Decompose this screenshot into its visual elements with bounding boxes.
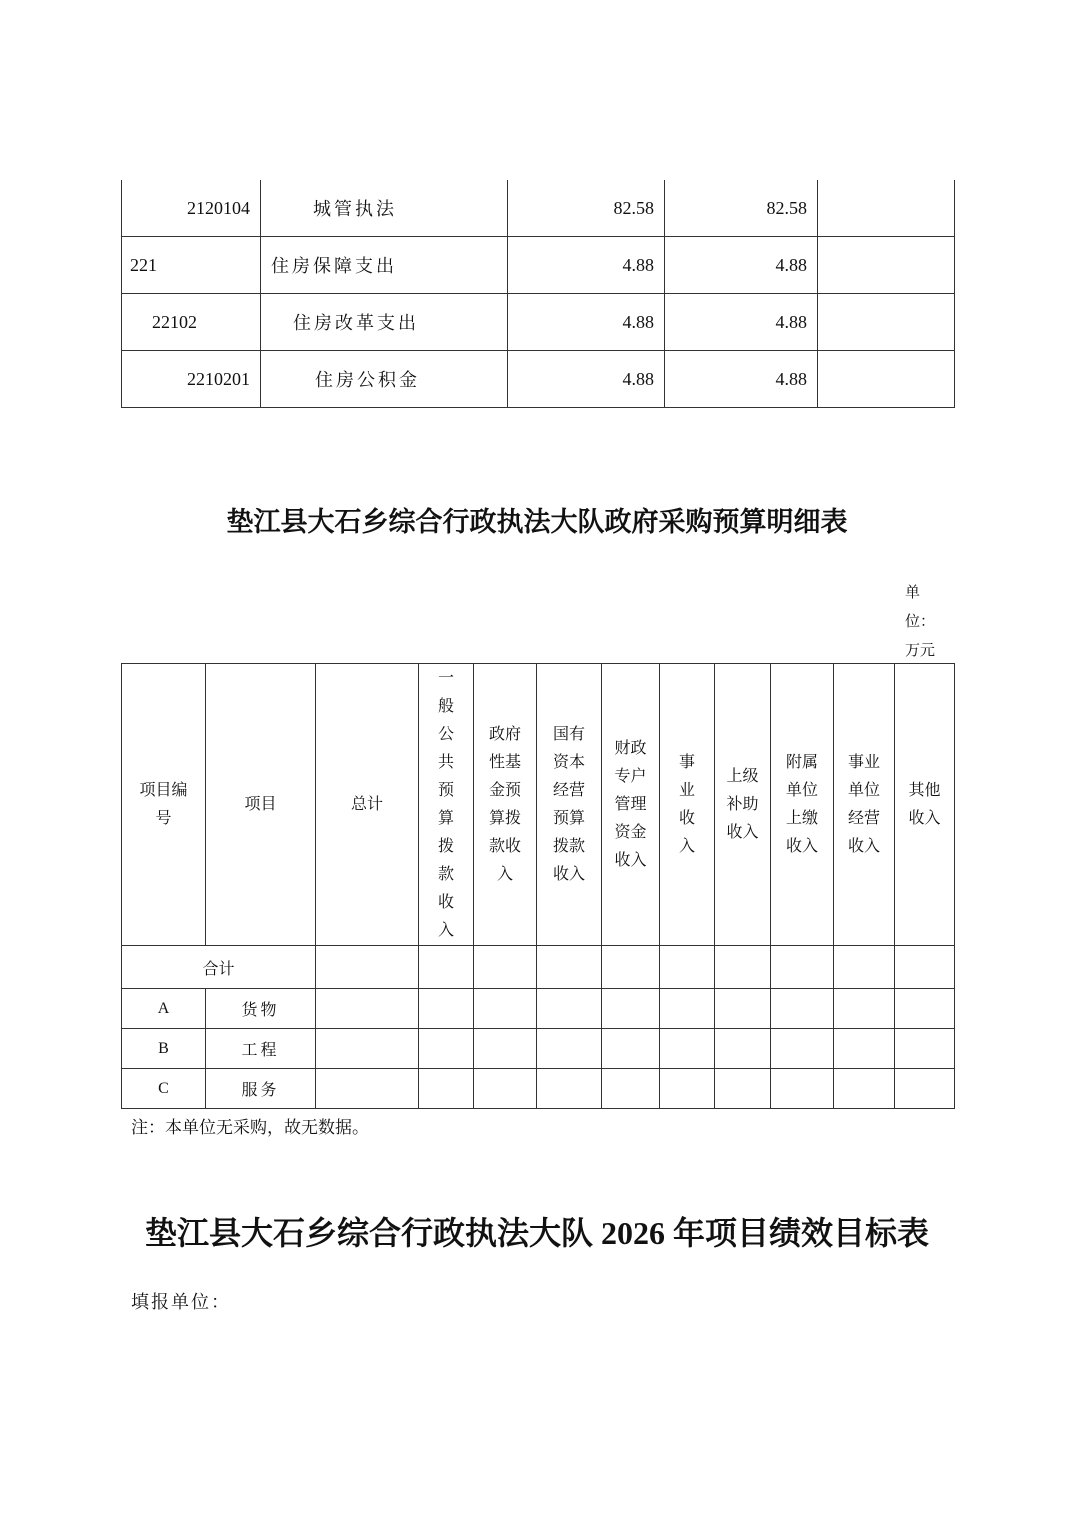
value-cell: 4.88 bbox=[508, 237, 665, 294]
name-cell: 城管执法 bbox=[261, 180, 508, 237]
value-cell: 4.88 bbox=[665, 294, 818, 351]
value-cell bbox=[818, 351, 955, 408]
code-cell: 2120104 bbox=[122, 180, 261, 237]
name-cell: 工程 bbox=[206, 1029, 316, 1069]
header-business-income: 事 业 收 入 bbox=[660, 664, 715, 946]
table-row bbox=[122, 294, 955, 351]
name-cell: 货物 bbox=[206, 989, 316, 1029]
header-code: 项目编 号 bbox=[122, 664, 206, 946]
header-item: 项目 bbox=[206, 664, 316, 946]
value-cell: 4.88 bbox=[508, 351, 665, 408]
header-general-budget: 一 般 公 共 预 算 拨 款 收 入 bbox=[419, 664, 474, 946]
code-cell: 22102 bbox=[122, 294, 261, 351]
table-row bbox=[122, 1069, 955, 1109]
table-row bbox=[122, 989, 955, 1029]
value-cell: 4.88 bbox=[665, 351, 818, 408]
procurement-note: 注：本单位无采购，故无数据。 bbox=[131, 1118, 369, 1137]
code-cell: C bbox=[122, 1069, 206, 1109]
header-other-income: 其他 收入 bbox=[895, 664, 955, 946]
table-row bbox=[122, 351, 955, 408]
header-affiliated-units: 附属 单位 上缴 收入 bbox=[771, 664, 834, 946]
table-row bbox=[122, 1029, 955, 1069]
code-cell: 221 bbox=[122, 237, 261, 294]
performance-title: 垫江县大石乡综合行政执法大队 2026 年项目绩效目标表 bbox=[144, 1215, 929, 1251]
header-gov-fund: 政府 性基 金预 算拨 款收 入 bbox=[474, 664, 537, 946]
code-cell: B bbox=[122, 1029, 206, 1069]
unit-label: 单位：万元 bbox=[905, 584, 936, 659]
header-operating-income: 事业 单位 经营 收入 bbox=[834, 664, 895, 946]
fill-unit-label: 填报单位： bbox=[131, 1292, 231, 1312]
value-cell bbox=[818, 237, 955, 294]
procurement-title: 垫江县大石乡综合行政执法大队政府采购预算明细表 bbox=[226, 507, 848, 537]
name-cell: 住房改革支出 bbox=[261, 294, 508, 351]
value-cell bbox=[818, 180, 955, 237]
table-row bbox=[122, 180, 955, 237]
header-total: 总计 bbox=[316, 664, 419, 946]
name-cell: 住房保障支出 bbox=[261, 237, 508, 294]
value-cell bbox=[818, 294, 955, 351]
budget-table bbox=[121, 180, 955, 408]
procurement-table bbox=[121, 663, 955, 1109]
name-cell: 住房公积金 bbox=[261, 351, 508, 408]
name-cell: 服务 bbox=[206, 1069, 316, 1109]
total-label: 合计 bbox=[122, 946, 316, 989]
value-cell: 82.58 bbox=[665, 180, 818, 237]
code-cell: 2210201 bbox=[122, 351, 261, 408]
value-cell: 4.88 bbox=[508, 294, 665, 351]
code-cell: A bbox=[122, 989, 206, 1029]
total-row bbox=[122, 946, 955, 989]
header-fiscal-account: 财政 专户 管理 资金 收入 bbox=[602, 664, 660, 946]
table-row bbox=[122, 237, 955, 294]
value-cell: 82.58 bbox=[508, 180, 665, 237]
value-cell: 4.88 bbox=[665, 237, 818, 294]
header-row bbox=[122, 664, 955, 946]
header-superior-subsidy: 上级 补助 收入 bbox=[715, 664, 771, 946]
header-state-capital: 国有 资本 经营 预算 拨款 收入 bbox=[537, 664, 602, 946]
